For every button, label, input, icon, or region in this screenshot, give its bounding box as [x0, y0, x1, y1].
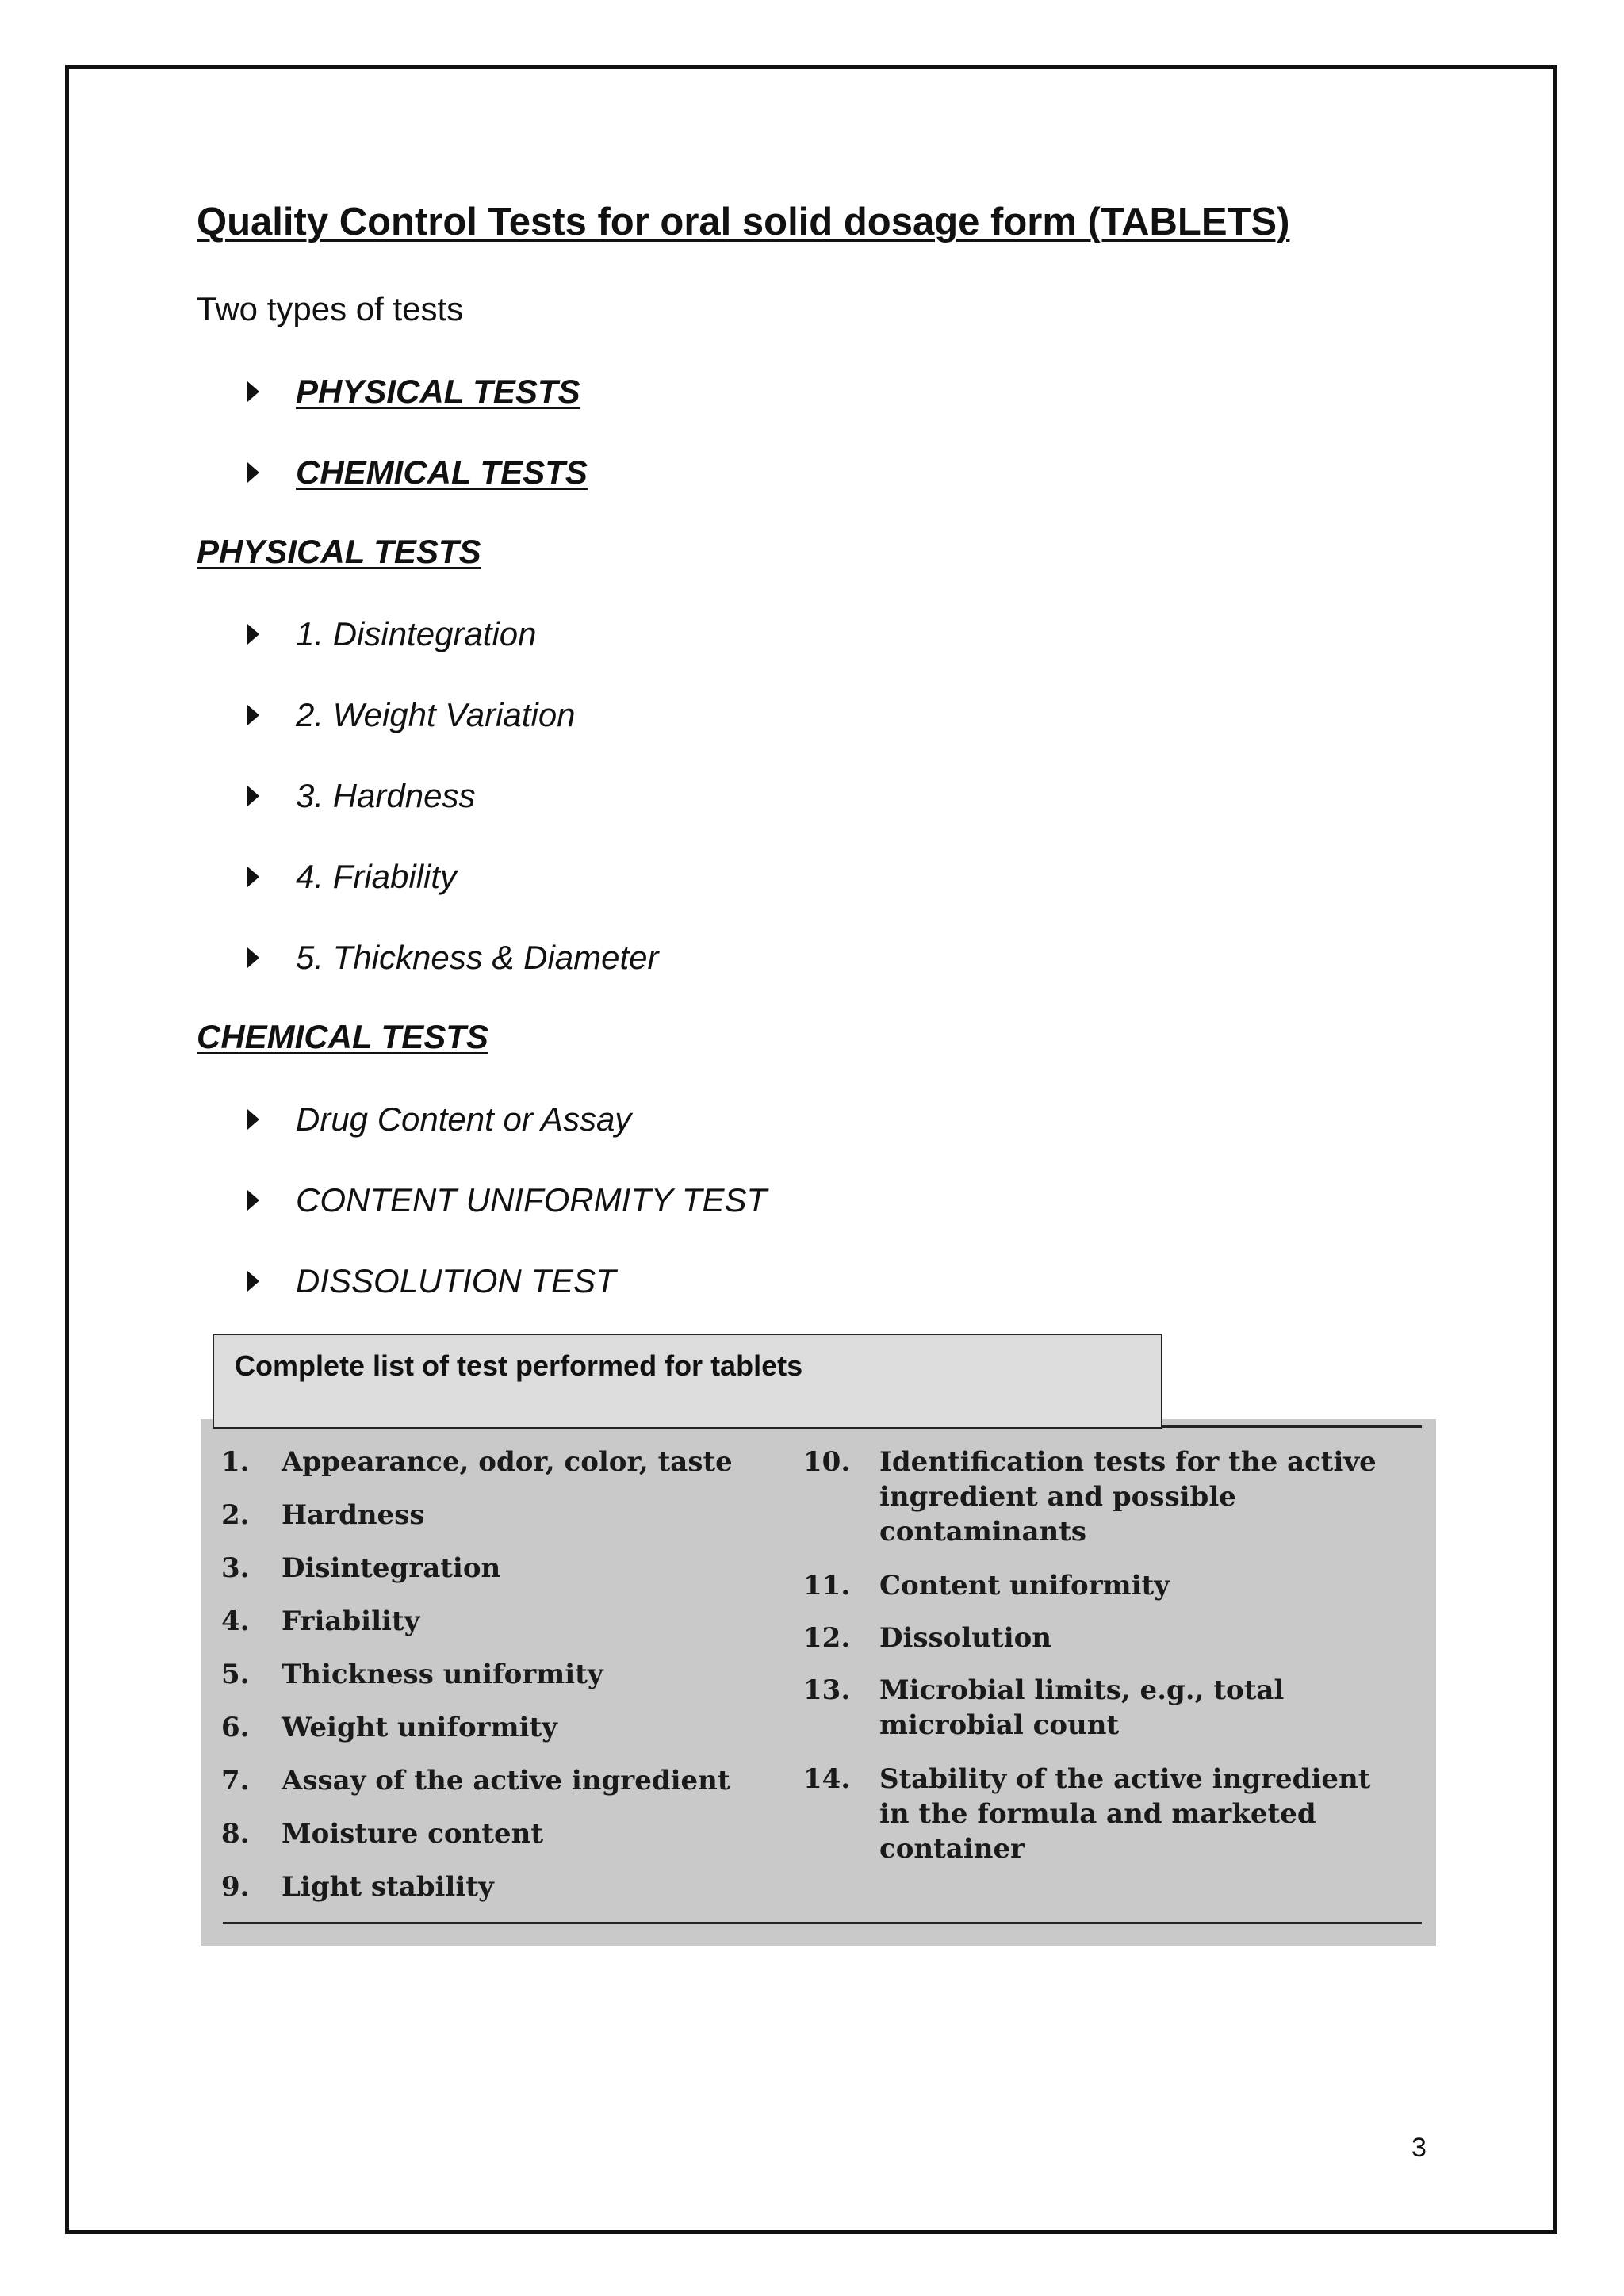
- list-item-label: 4. Friability: [296, 858, 458, 895]
- list-item-label: CONTENT UNIFORMITY TEST: [296, 1181, 768, 1219]
- list-item-physical: [247, 695, 576, 736]
- table-rule-bottom: [223, 1922, 1422, 1924]
- intro-text: Two types of tests: [197, 290, 464, 327]
- list-item-label: CHEMICAL TESTS: [296, 453, 588, 491]
- scanned-test-list: [201, 1419, 1436, 1946]
- item-number: 12.: [803, 1622, 851, 1654]
- item-text: Friability: [282, 1605, 420, 1637]
- list-item-label: 5. Thickness & Diameter: [296, 939, 659, 976]
- item-number: 5.: [221, 1659, 250, 1690]
- list-item-label: Drug Content or Assay: [296, 1100, 632, 1138]
- list-item-chemical: [247, 1261, 616, 1302]
- caret-right-icon: [247, 1190, 259, 1211]
- item-text: Hardness: [282, 1499, 425, 1531]
- item-text: Content uniformity: [879, 1570, 1170, 1601]
- caret-right-icon: [247, 1271, 259, 1292]
- item-number: 14.: [803, 1763, 851, 1795]
- chemical-tests-heading: CHEMICAL TESTS: [197, 1018, 488, 1055]
- caret-right-icon: [247, 947, 259, 968]
- table-caption: Complete list of test performed for tablets: [213, 1334, 1162, 1429]
- caret-right-icon: [247, 786, 259, 806]
- list-item-label: DISSOLUTION TEST: [296, 1262, 616, 1299]
- item-text: Appearance, odor, color, taste: [282, 1446, 733, 1478]
- item-number: 4.: [221, 1605, 250, 1637]
- item-text: Disintegration: [282, 1552, 501, 1584]
- item-text: Assay of the active ingredient: [282, 1765, 730, 1797]
- item-text: Dissolution: [879, 1622, 1052, 1654]
- item-text: Light stability: [282, 1871, 494, 1903]
- list-item-label: PHYSICAL TESTS: [296, 373, 580, 410]
- item-number: 13.: [803, 1674, 851, 1706]
- caret-right-icon: [247, 1109, 259, 1130]
- list-item-physical: [247, 775, 475, 817]
- item-text: Thickness uniformity: [282, 1659, 603, 1690]
- caret-right-icon: [247, 867, 259, 887]
- list-item-physical: [247, 937, 659, 978]
- item-text: Weight uniformity: [282, 1712, 557, 1743]
- item-number: 7.: [221, 1765, 250, 1797]
- page-title: Quality Control Tests for oral solid dosage form (TABLETS): [197, 201, 1290, 243]
- list-item-label: 1. Disintegration: [296, 615, 537, 652]
- caret-right-icon: [247, 705, 259, 725]
- caret-right-icon: [247, 624, 259, 645]
- item-number: 8.: [221, 1818, 250, 1850]
- list-item-physical: [247, 856, 457, 897]
- item-text: Identification tests for the active ingredient and possible contaminants: [879, 1446, 1377, 1548]
- list-item-label: 3. Hardness: [296, 777, 476, 814]
- page-number: 3: [1411, 2133, 1427, 2163]
- list-item-physical: [247, 614, 537, 655]
- item-text: Microbial limits, e.g., total microbial count: [879, 1674, 1285, 1741]
- list-item-test-type: [247, 371, 580, 412]
- caret-right-icon: [247, 462, 259, 483]
- item-number: 11.: [803, 1570, 851, 1601]
- physical-tests-heading: PHYSICAL TESTS: [197, 533, 481, 570]
- item-number: 1.: [221, 1446, 250, 1478]
- item-number: 6.: [221, 1712, 250, 1743]
- caret-right-icon: [247, 381, 259, 402]
- item-number: 9.: [221, 1871, 250, 1903]
- item-text: Stability of the active ingredient in the formula and marketed container: [879, 1763, 1371, 1865]
- item-text: Moisture content: [282, 1818, 544, 1850]
- list-item-label: 2. Weight Variation: [296, 696, 576, 733]
- item-number: 10.: [803, 1446, 851, 1478]
- list-item-test-type: [247, 452, 588, 493]
- item-number: 3.: [221, 1552, 250, 1584]
- list-item-chemical: [247, 1099, 631, 1140]
- item-number: 2.: [221, 1499, 250, 1531]
- list-item-chemical: [247, 1180, 767, 1221]
